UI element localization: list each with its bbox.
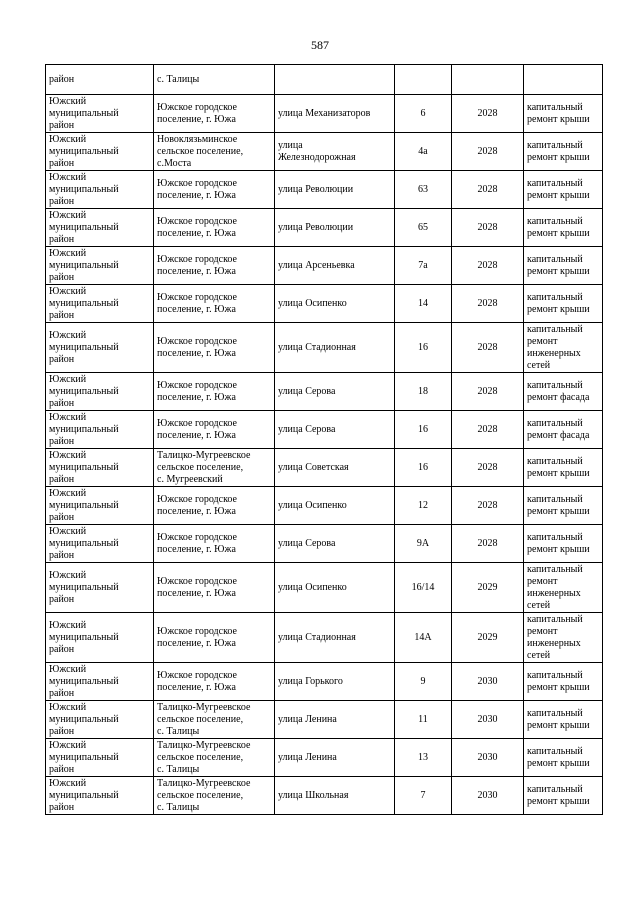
house-number-cell xyxy=(395,525,452,563)
year-cell-text: 2028 xyxy=(477,385,498,397)
table-row xyxy=(46,701,603,739)
street-cell-text: улица Советская xyxy=(278,461,349,473)
year-cell xyxy=(452,449,524,487)
district-cell xyxy=(46,411,154,449)
settlement-cell-text: Южское городское поселение, г. Южа xyxy=(157,531,237,555)
district-cell-text: Южский муниципальный район xyxy=(49,739,119,775)
district-cell xyxy=(46,449,154,487)
table-row xyxy=(46,739,603,777)
year-cell xyxy=(452,95,524,133)
settlement-cell xyxy=(154,373,275,411)
work-type-cell-text: капитальный ремонт крыши xyxy=(527,745,590,769)
work-type-cell-text: капитальный ремонт фасада xyxy=(527,379,590,403)
district-cell-text: Южский муниципальный район xyxy=(49,663,119,699)
street-cell xyxy=(275,701,395,739)
district-cell-text: Южский муниципальный район xyxy=(49,487,119,523)
year-cell xyxy=(452,563,524,613)
table-row xyxy=(46,323,603,373)
house-number-cell-text: 12 xyxy=(418,499,428,511)
year-cell xyxy=(452,323,524,373)
house-number-cell xyxy=(395,323,452,373)
table-row xyxy=(46,487,603,525)
house-number-cell xyxy=(395,209,452,247)
settlement-cell xyxy=(154,663,275,701)
table-row xyxy=(46,411,603,449)
house-number-cell xyxy=(395,613,452,663)
district-cell-text: Южский муниципальный район xyxy=(49,449,119,485)
district-cell-text: Южский муниципальный район xyxy=(49,247,119,283)
table-row xyxy=(46,247,603,285)
district-cell xyxy=(46,171,154,209)
year-cell-text: 2030 xyxy=(477,789,498,801)
settlement-cell-text: Южское городское поселение, г. Южа xyxy=(157,575,237,599)
year-cell xyxy=(452,247,524,285)
table-row xyxy=(46,95,603,133)
district-cell-text: Южский муниципальный район xyxy=(49,701,119,737)
work-type-cell-text: капитальный ремонт инженерных сетей xyxy=(527,323,583,371)
street-cell-text: улица Стадионная xyxy=(278,341,356,353)
table-row xyxy=(46,65,603,95)
house-number-cell xyxy=(395,247,452,285)
settlement-cell-text: Новоклязьминское сельское поселение, с.Моста xyxy=(157,133,244,169)
work-type-cell-text: капитальный ремонт фасада xyxy=(527,417,590,441)
house-number-cell-text: 9А xyxy=(416,537,430,549)
table-row xyxy=(46,449,603,487)
year-cell-text: 2030 xyxy=(477,713,498,725)
table-row xyxy=(46,373,603,411)
work-type-cell-text: капитальный ремонт крыши xyxy=(527,215,590,239)
district-cell-text: Южский муниципальный район xyxy=(49,619,119,655)
work-type-cell xyxy=(524,487,603,525)
work-type-cell xyxy=(524,613,603,663)
settlement-cell xyxy=(154,777,275,815)
street-cell xyxy=(275,449,395,487)
year-cell xyxy=(452,663,524,701)
year-cell-text: 2028 xyxy=(477,221,498,233)
street-cell xyxy=(275,65,395,95)
settlement-cell-text: Южское городское поселение, г. Южа xyxy=(157,335,237,359)
work-type-cell-text: капитальный ремонт крыши xyxy=(527,531,590,555)
house-number-cell xyxy=(395,95,452,133)
settlement-cell-text: Южское городское поселение, г. Южа xyxy=(157,625,237,649)
year-cell-text: 2028 xyxy=(477,423,498,435)
house-number-cell-text: 16 xyxy=(418,341,428,353)
house-number-cell-text: 65 xyxy=(418,221,428,233)
house-number-cell xyxy=(395,487,452,525)
house-number-cell xyxy=(395,411,452,449)
work-type-cell xyxy=(524,65,603,95)
street-cell-text: улица Серова xyxy=(278,423,336,435)
year-cell-text: 2030 xyxy=(477,751,498,763)
settlement-cell-text: Талицко-Мугреевское сельское поселение, с. Мугреевский xyxy=(157,449,251,485)
street-cell xyxy=(275,247,395,285)
registry-table xyxy=(45,64,603,815)
house-number-cell-text: 63 xyxy=(418,183,428,195)
house-number-cell-text: 16 xyxy=(418,423,428,435)
district-cell-text: Южский муниципальный район xyxy=(49,285,119,321)
street-cell-text: улица Ленина xyxy=(278,713,337,725)
settlement-cell-text: Талицко-Мугреевское сельское поселение, с. Талицы xyxy=(157,777,251,813)
settlement-cell xyxy=(154,171,275,209)
settlement-cell xyxy=(154,525,275,563)
work-type-cell xyxy=(524,563,603,613)
house-number-cell-text: 7а xyxy=(418,259,428,271)
district-cell xyxy=(46,701,154,739)
street-cell-text: улица Стадионная xyxy=(278,631,356,643)
house-number-cell xyxy=(395,65,452,95)
district-cell-text: Южский муниципальный район xyxy=(49,373,119,409)
settlement-cell-text: Южское городское поселение, г. Южа xyxy=(157,291,237,315)
work-type-cell xyxy=(524,247,603,285)
year-cell-text: 2028 xyxy=(477,537,498,549)
house-number-cell xyxy=(395,701,452,739)
year-cell xyxy=(452,613,524,663)
district-cell-text: Южский муниципальный район xyxy=(49,525,119,561)
street-cell-text: улица Механизаторов xyxy=(278,107,371,119)
district-cell-text: Южский муниципальный район xyxy=(49,329,119,365)
work-type-cell xyxy=(524,411,603,449)
settlement-cell xyxy=(154,65,275,95)
district-cell xyxy=(46,525,154,563)
house-number-cell xyxy=(395,285,452,323)
work-type-cell xyxy=(524,323,603,373)
work-type-cell xyxy=(524,701,603,739)
table-row xyxy=(46,285,603,323)
district-cell-text: Южский муниципальный район xyxy=(49,777,119,813)
settlement-cell xyxy=(154,739,275,777)
street-cell-text: улица Школьная xyxy=(278,789,349,801)
house-number-cell xyxy=(395,739,452,777)
work-type-cell xyxy=(524,739,603,777)
street-cell xyxy=(275,209,395,247)
work-type-cell-text: капитальный ремонт инженерных сетей xyxy=(527,563,583,611)
year-cell xyxy=(452,525,524,563)
street-cell-text: улица Осипенко xyxy=(278,297,347,309)
settlement-cell xyxy=(154,95,275,133)
house-number-cell xyxy=(395,449,452,487)
year-cell xyxy=(452,133,524,171)
year-cell xyxy=(452,777,524,815)
work-type-cell-text: капитальный ремонт крыши xyxy=(527,253,590,277)
settlement-cell xyxy=(154,563,275,613)
settlement-cell-text: Южское городское поселение, г. Южа xyxy=(157,669,237,693)
district-cell xyxy=(46,209,154,247)
table-row xyxy=(46,613,603,663)
street-cell xyxy=(275,487,395,525)
work-type-cell xyxy=(524,171,603,209)
year-cell xyxy=(452,65,524,95)
district-cell-text: Южский муниципальный район xyxy=(49,569,119,605)
house-number-cell-text: 14 xyxy=(418,297,428,309)
table-row xyxy=(46,209,603,247)
street-cell-text: улица Осипенко xyxy=(278,499,347,511)
house-number-cell-text: 18 xyxy=(418,385,428,397)
year-cell-text: 2028 xyxy=(477,145,498,157)
house-number-cell-text: 9 xyxy=(420,675,426,687)
district-cell xyxy=(46,285,154,323)
street-cell-text: улица Осипенко xyxy=(278,581,347,593)
table-row xyxy=(46,525,603,563)
year-cell-text: 2029 xyxy=(477,631,498,643)
table-row xyxy=(46,777,603,815)
house-number-cell xyxy=(395,133,452,171)
house-number-cell-text: 16 xyxy=(418,461,428,473)
year-cell-text: 2030 xyxy=(477,675,498,687)
table-row xyxy=(46,171,603,209)
work-type-cell xyxy=(524,663,603,701)
work-type-cell xyxy=(524,777,603,815)
settlement-cell xyxy=(154,247,275,285)
district-cell xyxy=(46,133,154,171)
district-cell-text: Южский муниципальный район xyxy=(49,171,119,207)
street-cell-text: улица Железнодорожная xyxy=(278,139,356,163)
street-cell-text: улица Революции xyxy=(278,221,354,233)
work-type-cell xyxy=(524,133,603,171)
year-cell-text: 2028 xyxy=(477,499,498,511)
settlement-cell xyxy=(154,411,275,449)
house-number-cell xyxy=(395,663,452,701)
work-type-cell xyxy=(524,373,603,411)
street-cell xyxy=(275,171,395,209)
work-type-cell xyxy=(524,285,603,323)
house-number-cell-text: 4а xyxy=(418,145,428,157)
street-cell xyxy=(275,525,395,563)
street-cell xyxy=(275,411,395,449)
district-cell xyxy=(46,777,154,815)
settlement-cell xyxy=(154,613,275,663)
table-row xyxy=(46,133,603,171)
district-cell xyxy=(46,613,154,663)
year-cell-text: 2028 xyxy=(477,183,498,195)
district-cell xyxy=(46,487,154,525)
settlement-cell-text: Южское городское поселение, г. Южа xyxy=(157,253,237,277)
year-cell-text: 2028 xyxy=(477,297,498,309)
house-number-cell-text: 13 xyxy=(418,751,428,763)
settlement-cell xyxy=(154,133,275,171)
settlement-cell-text: Южское городское поселение, г. Южа xyxy=(157,417,237,441)
work-type-cell-text: капитальный ремонт инженерных сетей xyxy=(527,613,583,661)
district-cell-text: Южский муниципальный район xyxy=(49,95,119,131)
year-cell-text: 2028 xyxy=(477,341,498,353)
year-cell-text: 2029 xyxy=(477,581,498,593)
house-number-cell-text: 11 xyxy=(418,713,428,725)
street-cell xyxy=(275,323,395,373)
year-cell xyxy=(452,411,524,449)
work-type-cell xyxy=(524,209,603,247)
street-cell-text: улица Арсеньевка xyxy=(278,259,355,271)
year-cell xyxy=(452,285,524,323)
house-number-cell-text: 7 xyxy=(420,789,426,801)
house-number-cell-text: 14А xyxy=(414,631,432,643)
table-row xyxy=(46,663,603,701)
work-type-cell-text: капитальный ремонт крыши xyxy=(527,493,590,517)
year-cell xyxy=(452,487,524,525)
settlement-cell xyxy=(154,285,275,323)
work-type-cell-text: капитальный ремонт крыши xyxy=(527,669,590,693)
house-number-cell xyxy=(395,777,452,815)
work-type-cell xyxy=(524,449,603,487)
settlement-cell-text: Талицко-Мугреевское сельское поселение, с. Талицы xyxy=(157,739,251,775)
work-type-cell-text: капитальный ремонт крыши xyxy=(527,177,590,201)
street-cell xyxy=(275,563,395,613)
work-type-cell-text: капитальный ремонт крыши xyxy=(527,783,590,807)
house-number-cell-text: 16/14 xyxy=(411,581,435,593)
settlement-cell-text: Южское городское поселение, г. Южа xyxy=(157,101,237,125)
district-cell xyxy=(46,95,154,133)
year-cell-text: 2028 xyxy=(477,107,498,119)
street-cell-text: улица Ленина xyxy=(278,751,337,763)
street-cell-text: улица Серова xyxy=(278,537,336,549)
work-type-cell-text: капитальный ремонт крыши xyxy=(527,139,590,163)
district-cell-text: Южский муниципальный район xyxy=(49,209,119,245)
year-cell xyxy=(452,701,524,739)
street-cell-text: улица Революции xyxy=(278,183,354,195)
registry-table-body xyxy=(46,65,603,815)
work-type-cell-text: капитальный ремонт крыши xyxy=(527,455,590,479)
settlement-cell-text: Южское городское поселение, г. Южа xyxy=(157,493,237,517)
year-cell xyxy=(452,739,524,777)
settlement-cell-text: Южское городское поселение, г. Южа xyxy=(157,379,237,403)
house-number-cell-text: 6 xyxy=(420,107,426,119)
street-cell xyxy=(275,95,395,133)
year-cell xyxy=(452,373,524,411)
settlement-cell-text: с. Талицы xyxy=(157,73,200,85)
house-number-cell xyxy=(395,563,452,613)
district-cell xyxy=(46,247,154,285)
page-number: 587 xyxy=(311,38,329,52)
house-number-cell xyxy=(395,373,452,411)
work-type-cell-text: капитальный ремонт крыши xyxy=(527,101,590,125)
district-cell xyxy=(46,663,154,701)
settlement-cell-text: Южское городское поселение, г. Южа xyxy=(157,215,237,239)
work-type-cell-text: капитальный ремонт крыши xyxy=(527,707,590,731)
district-cell-text: Южский муниципальный район xyxy=(49,133,119,169)
year-cell-text: 2028 xyxy=(477,259,498,271)
district-cell-text: Южский муниципальный район xyxy=(49,411,119,447)
house-number-cell xyxy=(395,171,452,209)
settlement-cell-text: Южское городское поселение, г. Южа xyxy=(157,177,237,201)
settlement-cell xyxy=(154,323,275,373)
settlement-cell xyxy=(154,487,275,525)
work-type-cell xyxy=(524,525,603,563)
year-cell-text: 2028 xyxy=(477,461,498,473)
settlement-cell xyxy=(154,449,275,487)
street-cell-text: улица Серова xyxy=(278,385,336,397)
street-cell xyxy=(275,663,395,701)
district-cell xyxy=(46,563,154,613)
settlement-cell xyxy=(154,701,275,739)
street-cell xyxy=(275,613,395,663)
street-cell xyxy=(275,739,395,777)
year-cell xyxy=(452,209,524,247)
district-cell-text: район xyxy=(49,73,75,85)
settlement-cell xyxy=(154,209,275,247)
district-cell xyxy=(46,373,154,411)
settlement-cell-text: Талицко-Мугреевское сельское поселение, с. Талицы xyxy=(157,701,251,737)
table-row xyxy=(46,563,603,613)
street-cell xyxy=(275,777,395,815)
district-cell xyxy=(46,65,154,95)
street-cell xyxy=(275,285,395,323)
work-type-cell xyxy=(524,95,603,133)
street-cell xyxy=(275,373,395,411)
year-cell xyxy=(452,171,524,209)
district-cell xyxy=(46,739,154,777)
work-type-cell-text: капитальный ремонт крыши xyxy=(527,291,590,315)
street-cell xyxy=(275,133,395,171)
district-cell xyxy=(46,323,154,373)
street-cell-text: улица Горького xyxy=(278,675,343,687)
